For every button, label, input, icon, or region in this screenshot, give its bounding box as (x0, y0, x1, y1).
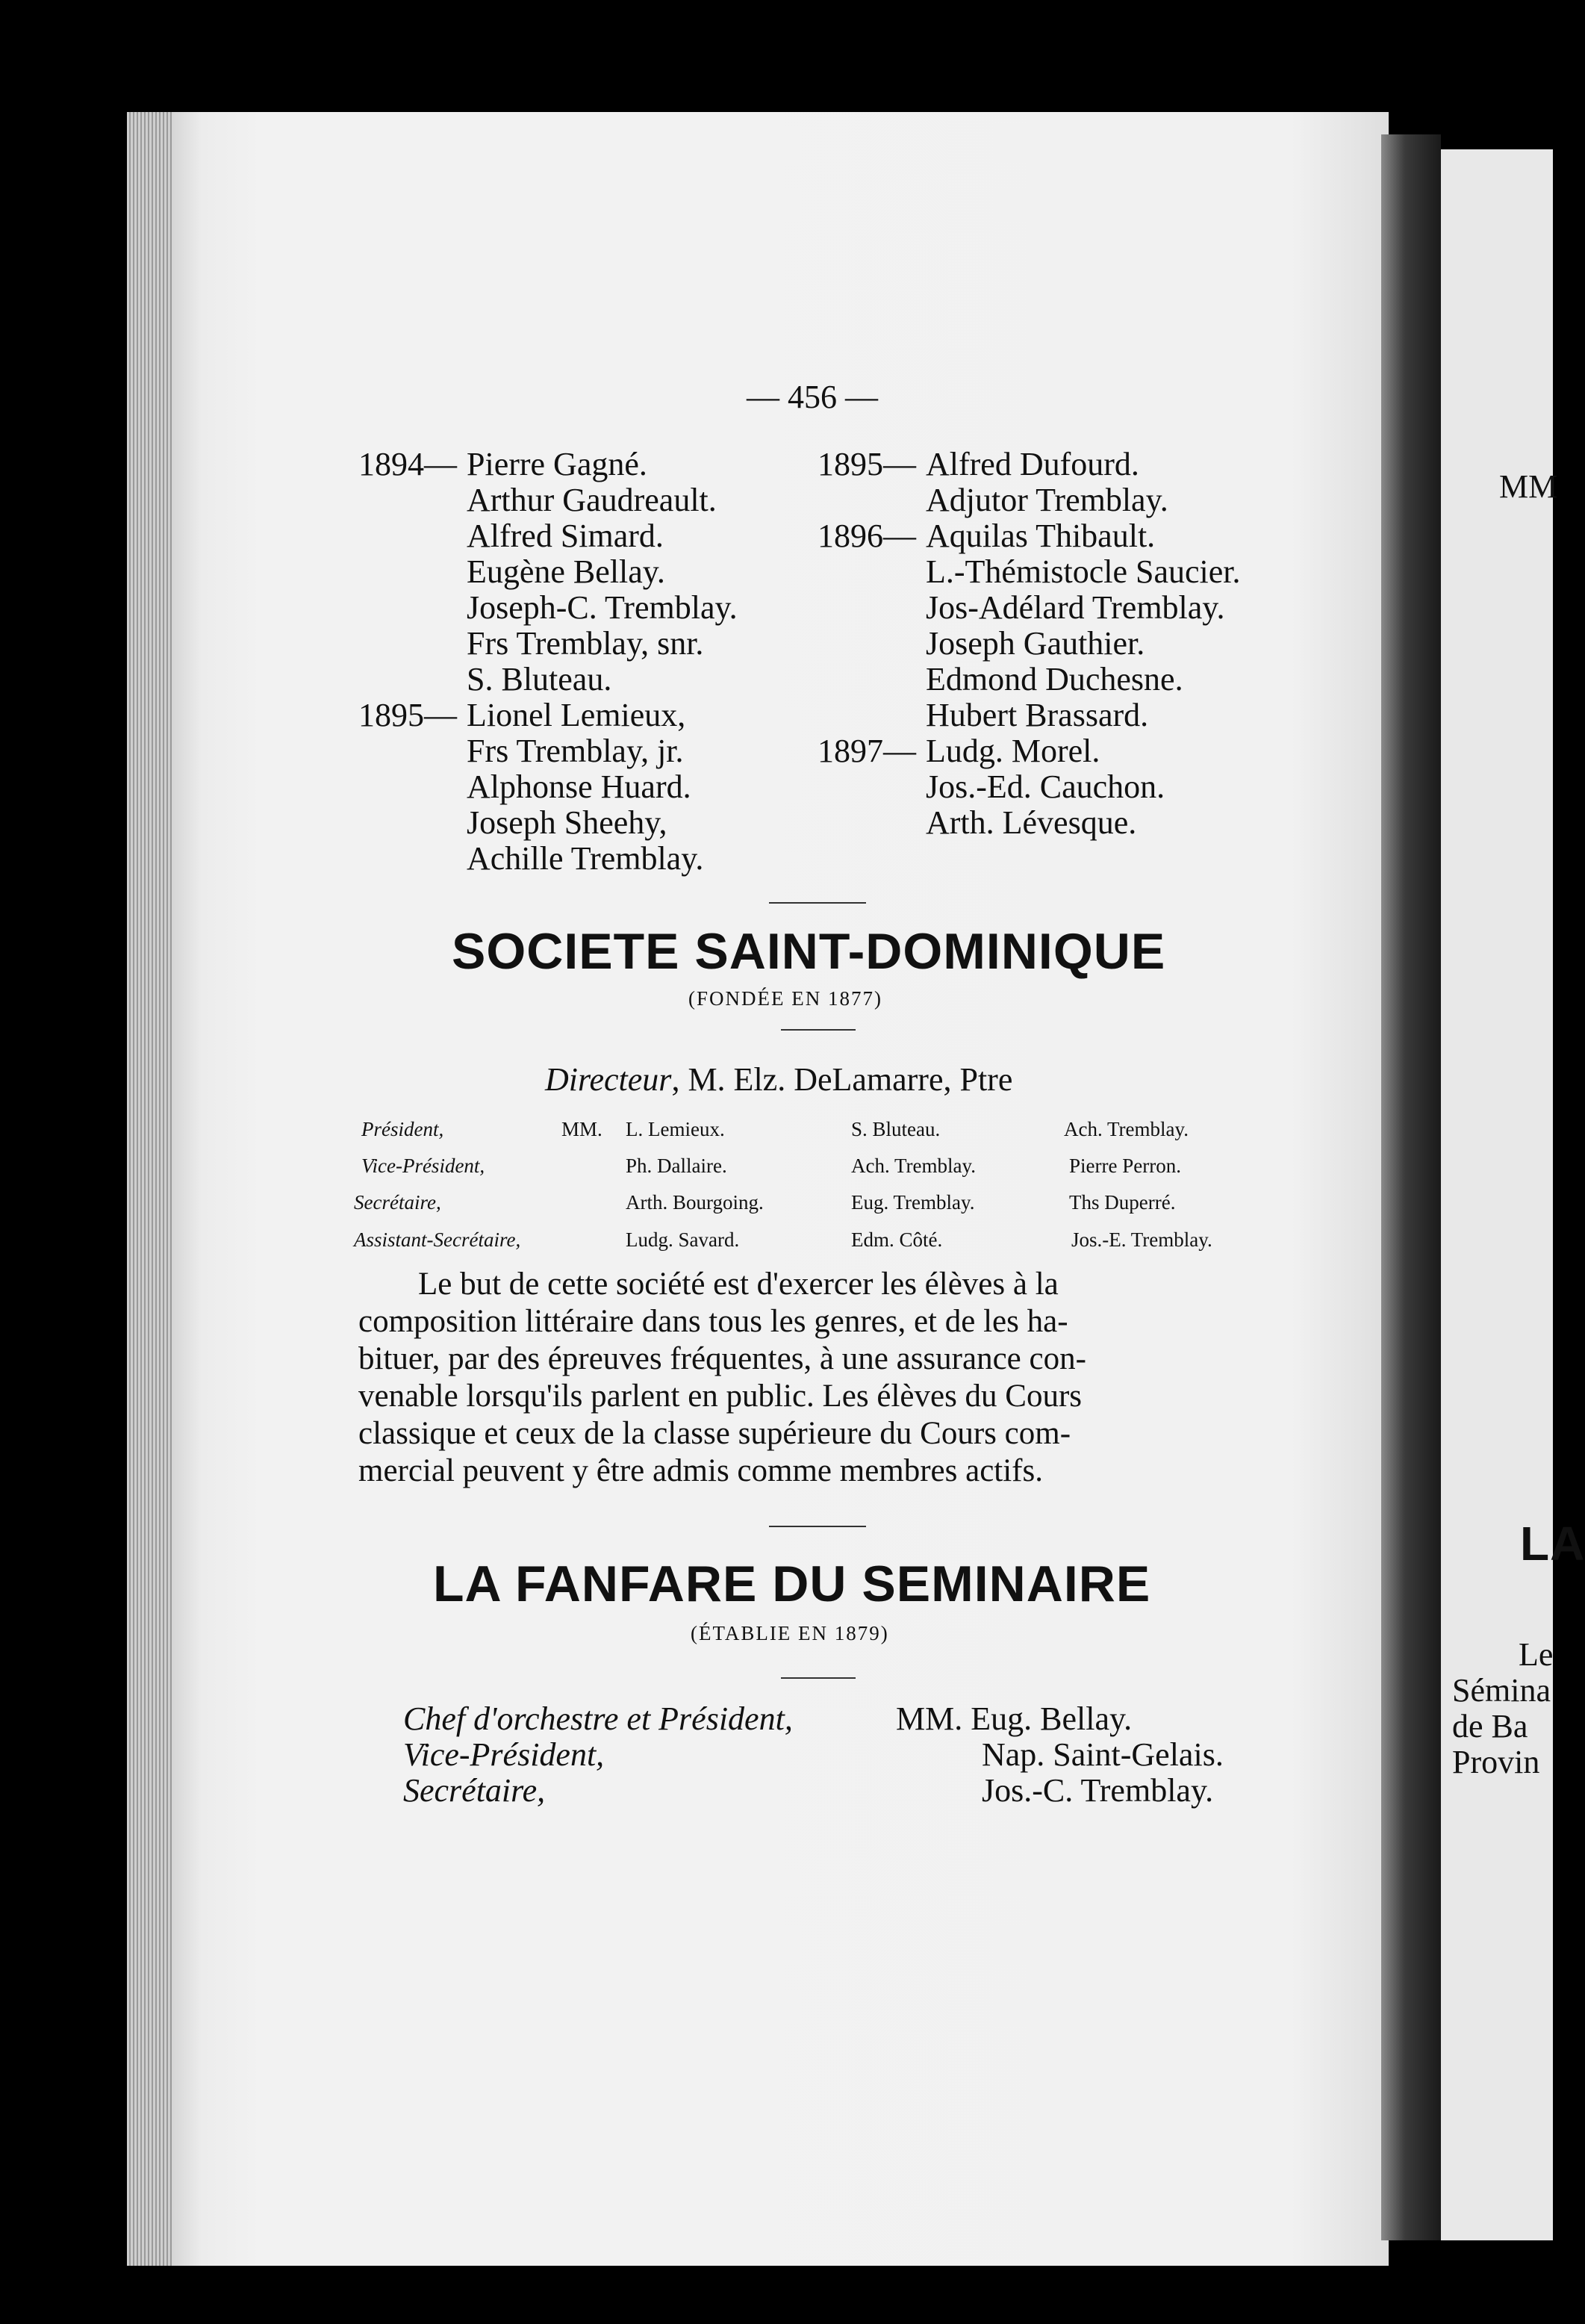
facing-page-fragment: de Ba (1452, 1708, 1528, 1744)
officer-name: Jos.-E. Tremblay. (1071, 1228, 1212, 1251)
facing-page-fragment: Provin (1452, 1744, 1540, 1780)
roster-year: 1894— (358, 446, 457, 482)
roster-name: S. Bluteau. (467, 661, 612, 697)
officer-name: Ths Duperré. (1069, 1191, 1176, 1214)
directeur-line (545, 1062, 1012, 1098)
paragraph-line: composition littéraire dans tous les genres, et de les ha- (358, 1304, 1068, 1339)
roster-name: Jos-Adélard Tremblay. (926, 589, 1225, 626)
officer-name: Ach. Tremblay. (851, 1155, 976, 1177)
fanfare-subtitle: (ÉTABLIE EN 1879) (691, 1622, 889, 1644)
roster-name: Joseph-C. Tremblay. (467, 589, 738, 626)
officer-name: Edm. Côté. (851, 1228, 943, 1251)
roster-name: Alfred Simard. (467, 518, 664, 554)
roster-name: Achille Tremblay. (467, 840, 704, 877)
societe-title: SOCIETE SAINT-DOMINIQUE (452, 923, 1166, 980)
officer-name: Eug. Tremblay. (851, 1191, 975, 1214)
facing-page-fragment: Le (1519, 1636, 1554, 1673)
roster-name: L.-Thémistocle Saucier. (926, 553, 1241, 590)
roster-year: 1897— (818, 733, 916, 769)
paragraph-line: mercial peuvent y être admis comme membres actifs. (358, 1453, 1043, 1488)
facing-page (1441, 149, 1553, 2240)
fanfare-title: LA FANFARE DU SEMINAIRE (433, 1556, 1151, 1612)
officer-name: Ach. Tremblay. (1064, 1118, 1189, 1140)
officer-role: Assistant-Secrétaire, (354, 1228, 521, 1251)
roster-name: Joseph Sheehy, (467, 804, 667, 841)
fanfare-role: Secrétaire, (403, 1772, 546, 1809)
facing-page-fragment: Sémina (1452, 1672, 1551, 1709)
roster-name: Joseph Gauthier. (926, 625, 1145, 662)
book-page (172, 112, 1389, 2266)
directeur-value: , M. Elz. DeLamarre, Ptre (671, 1061, 1013, 1098)
roster-year: 1895— (818, 446, 916, 482)
fanfare-role: Vice-Président, (403, 1736, 605, 1773)
fanfare-role: Chef d'orchestre et Président, (403, 1700, 793, 1737)
roster-name: Alfred Dufourd. (926, 446, 1139, 482)
fanfare-name: Jos.-C. Tremblay. (982, 1772, 1214, 1809)
section-divider (769, 902, 866, 904)
roster-name: Eugène Bellay. (467, 553, 665, 590)
roster-name: Frs Tremblay, snr. (467, 625, 704, 662)
officer-name: L. Lemieux. (626, 1118, 725, 1140)
roster-name: Aquilas Thibault. (926, 518, 1156, 554)
section-divider (781, 1029, 856, 1031)
roster-name: Edmond Duchesne. (926, 661, 1183, 697)
book-gutter (1381, 134, 1441, 2240)
roster-name: Frs Tremblay, jr. (467, 733, 684, 769)
roster-year: 1895— (358, 697, 457, 733)
officer-mm: MM. (561, 1118, 602, 1140)
facing-page-fragment: LA (1520, 1517, 1585, 1570)
paragraph-line: Le but de cette société est d'exercer les élèves à la (418, 1267, 1059, 1302)
directeur-label: Directeur (545, 1061, 672, 1098)
paragraph-line: bituer, par des épreuves fréquentes, à une assurance con- (358, 1341, 1086, 1376)
officer-name: Pierre Perron. (1069, 1155, 1181, 1177)
officer-name: S. Bluteau. (851, 1118, 941, 1140)
roster-name: Jos.-Ed. Cauchon. (926, 768, 1165, 805)
fanfare-name: Nap. Saint-Gelais. (982, 1736, 1224, 1773)
roster-name: Alphonse Huard. (467, 768, 691, 805)
page-edge-stack (127, 112, 172, 2266)
roster-name: Adjutor Tremblay. (926, 482, 1168, 518)
roster-name: Ludg. Morel. (926, 733, 1100, 769)
roster-year: 1896— (818, 518, 916, 554)
facing-page-fragment: MM (1499, 468, 1558, 505)
section-divider (769, 1526, 866, 1527)
officer-role: Vice-Président, (361, 1155, 485, 1177)
fanfare-name: MM. Eug. Bellay. (896, 1700, 1133, 1737)
roster-name: Arthur Gaudreault. (467, 482, 717, 518)
section-divider (781, 1677, 856, 1679)
officer-role: Secrétaire, (354, 1191, 441, 1214)
societe-subtitle: (FONDÉE EN 1877) (688, 987, 882, 1010)
roster-name: Arth. Lévesque. (926, 804, 1137, 841)
paragraph-line: classique et ceux de la classe supérieure du Cours com- (358, 1416, 1071, 1451)
paragraph-line: venable lorsqu'ils parlent en public. Les élèves du Cours (358, 1379, 1083, 1414)
officer-name: Ph. Dallaire. (626, 1155, 727, 1177)
officer-name: Arth. Bourgoing. (626, 1191, 764, 1214)
officer-name: Ludg. Savard. (626, 1228, 740, 1251)
roster-name: Pierre Gagné. (467, 446, 647, 482)
officer-role: Président, (361, 1118, 444, 1140)
roster-name: Hubert Brassard. (926, 697, 1149, 733)
page-number: — 456 — (747, 379, 878, 415)
roster-name: Lionel Lemieux, (467, 697, 686, 733)
